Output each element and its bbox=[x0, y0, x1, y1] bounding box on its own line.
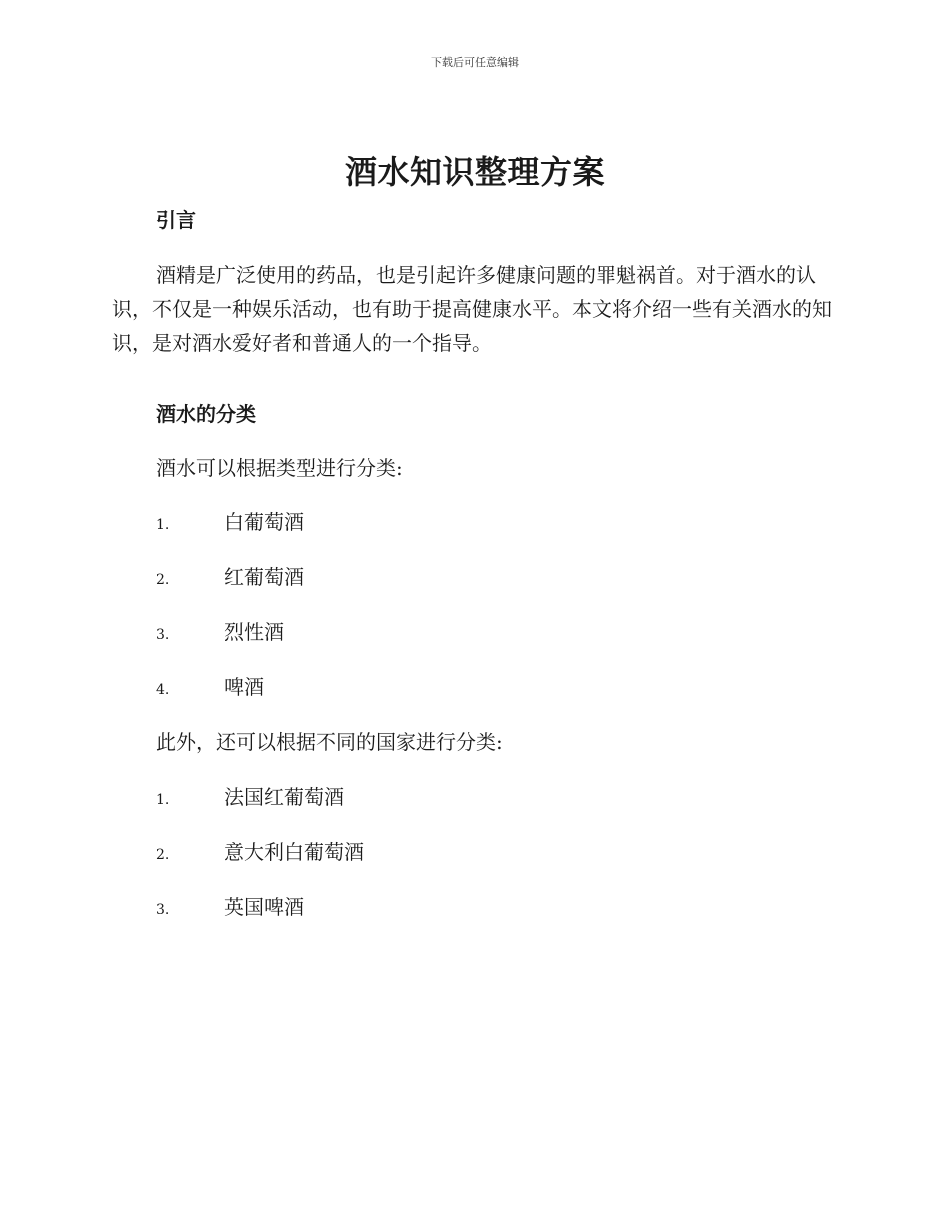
list-text: 意大利白葡萄酒 bbox=[224, 840, 364, 864]
document-title: 酒水知识整理方案 bbox=[344, 153, 605, 191]
list-text: 红葡萄酒 bbox=[224, 565, 304, 589]
list-item bbox=[156, 783, 344, 811]
page-header-note: 下载后可任意编辑 bbox=[431, 56, 519, 69]
list-item bbox=[156, 618, 284, 646]
list-number: 2. bbox=[156, 572, 170, 588]
list-number: 2. bbox=[156, 847, 170, 863]
section-heading-classification: 酒水的分类 bbox=[156, 402, 256, 426]
section-heading-intro: 引言 bbox=[156, 208, 196, 232]
by-country-intro: 此外，还可以根据不同的国家进行分类: bbox=[156, 730, 503, 754]
list-text: 法国红葡萄酒 bbox=[224, 785, 344, 809]
list-number: 3. bbox=[156, 902, 170, 918]
list-text: 英国啤酒 bbox=[224, 895, 304, 919]
list-text: 啤酒 bbox=[224, 675, 264, 699]
list-item bbox=[156, 563, 304, 591]
list-item bbox=[156, 838, 364, 866]
list-item bbox=[156, 673, 264, 701]
list-item bbox=[156, 893, 304, 921]
intro-paragraph: 酒精是广泛使用的药品，也是引起许多健康问题的罪魁祸首。对于酒水的认识，不仅是一种娱乐活动，也有助于提高健康水平。本文将介绍一些有关酒水的知识，是对酒水爱好者和普通人的一个指导。 bbox=[112, 263, 832, 355]
list-number: 1. bbox=[156, 517, 170, 533]
list-number: 1. bbox=[156, 792, 170, 808]
list-item bbox=[156, 508, 304, 536]
list-number: 4. bbox=[156, 682, 170, 698]
list-text: 烈性酒 bbox=[224, 620, 284, 644]
by-type-intro: 酒水可以根据类型进行分类: bbox=[156, 456, 403, 480]
list-number: 3. bbox=[156, 627, 170, 643]
list-text: 白葡萄酒 bbox=[224, 510, 304, 534]
